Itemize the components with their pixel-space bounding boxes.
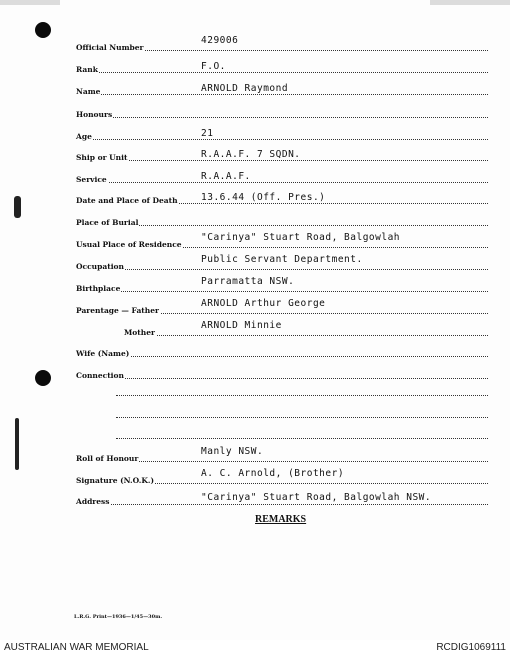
field-value: 21	[201, 128, 214, 139]
punch-hole-top	[35, 22, 51, 38]
field-label: Address	[76, 497, 110, 506]
connection-line	[116, 405, 488, 418]
field-label: Connection	[76, 371, 124, 380]
field-label: Honours	[76, 110, 113, 119]
field-value: "Carinya" Stuart Road, Balgowlah	[201, 232, 401, 243]
field-label: Occupation	[76, 262, 124, 271]
field-address	[76, 490, 488, 508]
field-honours	[76, 103, 488, 121]
field-label: Name	[76, 87, 101, 96]
field-label: Rank	[76, 65, 98, 74]
printer-imprint: L.R.G. Print—1936—1/45—30m.	[74, 614, 163, 620]
field-value: R.A.A.F.	[201, 171, 251, 182]
field-value: Manly NSW.	[201, 446, 264, 457]
field-value: ARNOLD Arthur George	[201, 298, 326, 309]
field-value: R.A.A.F. 7 SQDN.	[201, 149, 301, 160]
field-occupation	[76, 255, 488, 273]
field-value: 13.6.44 (Off. Pres.)	[201, 192, 326, 203]
field-label: Ship or Unit	[76, 153, 128, 162]
field-label: Date and Place of Death	[76, 196, 178, 205]
field-value: "Carinya" Stuart Road, Balgowlah NSW.	[201, 492, 432, 503]
field-label: Place of Burial	[76, 218, 139, 227]
field-roll-of-honour	[76, 447, 488, 465]
field-value: ARNOLD Raymond	[201, 83, 289, 94]
field-label: Service	[76, 175, 107, 184]
field-signature	[76, 469, 488, 487]
field-date-place-of-death	[76, 189, 488, 207]
field-value: A. C. Arnold, (Brother)	[201, 468, 345, 479]
field-value: Public Servant Department.	[201, 254, 363, 265]
remarks-heading: REMARKS	[255, 514, 307, 525]
scan-edge-noise	[0, 0, 60, 5]
field-connection	[76, 364, 488, 382]
field-value: ARNOLD Minnie	[201, 320, 282, 331]
field-label: Mother	[124, 328, 155, 337]
field-label: Usual Place of Residence	[76, 240, 182, 249]
field-label: Roll of Honour	[76, 454, 139, 463]
field-ship-or-unit	[76, 146, 488, 164]
field-residence	[76, 233, 488, 251]
connection-line	[116, 383, 488, 396]
field-label: Signature (N.O.K.)	[76, 476, 154, 485]
field-mother	[76, 321, 488, 339]
field-name	[76, 80, 488, 98]
scan-smudge	[14, 196, 21, 218]
field-rank	[76, 58, 488, 76]
punch-hole-middle	[35, 370, 51, 386]
field-label: Wife (Name)	[76, 349, 130, 358]
connection-line	[116, 426, 488, 439]
field-label: Birthplace	[76, 284, 121, 293]
field-value: 429006	[201, 35, 239, 46]
field-label: Parentage — Father	[76, 306, 159, 315]
field-service	[76, 168, 488, 186]
field-wife	[76, 342, 488, 360]
field-value: F.O.	[201, 61, 226, 72]
field-age	[76, 125, 488, 143]
field-value: Parramatta NSW.	[201, 276, 295, 287]
field-place-of-burial	[76, 211, 488, 229]
field-father	[76, 299, 488, 317]
scan-smudge	[15, 418, 19, 470]
field-birthplace	[76, 277, 488, 295]
field-official-number	[76, 36, 488, 54]
field-label: Official Number	[76, 43, 144, 52]
footer-record-id: RCDIG1069111	[436, 642, 506, 653]
scan-edge-noise	[430, 0, 510, 5]
field-label: Age	[76, 132, 92, 141]
footer-institution: AUSTRALIAN WAR MEMORIAL	[4, 642, 149, 653]
